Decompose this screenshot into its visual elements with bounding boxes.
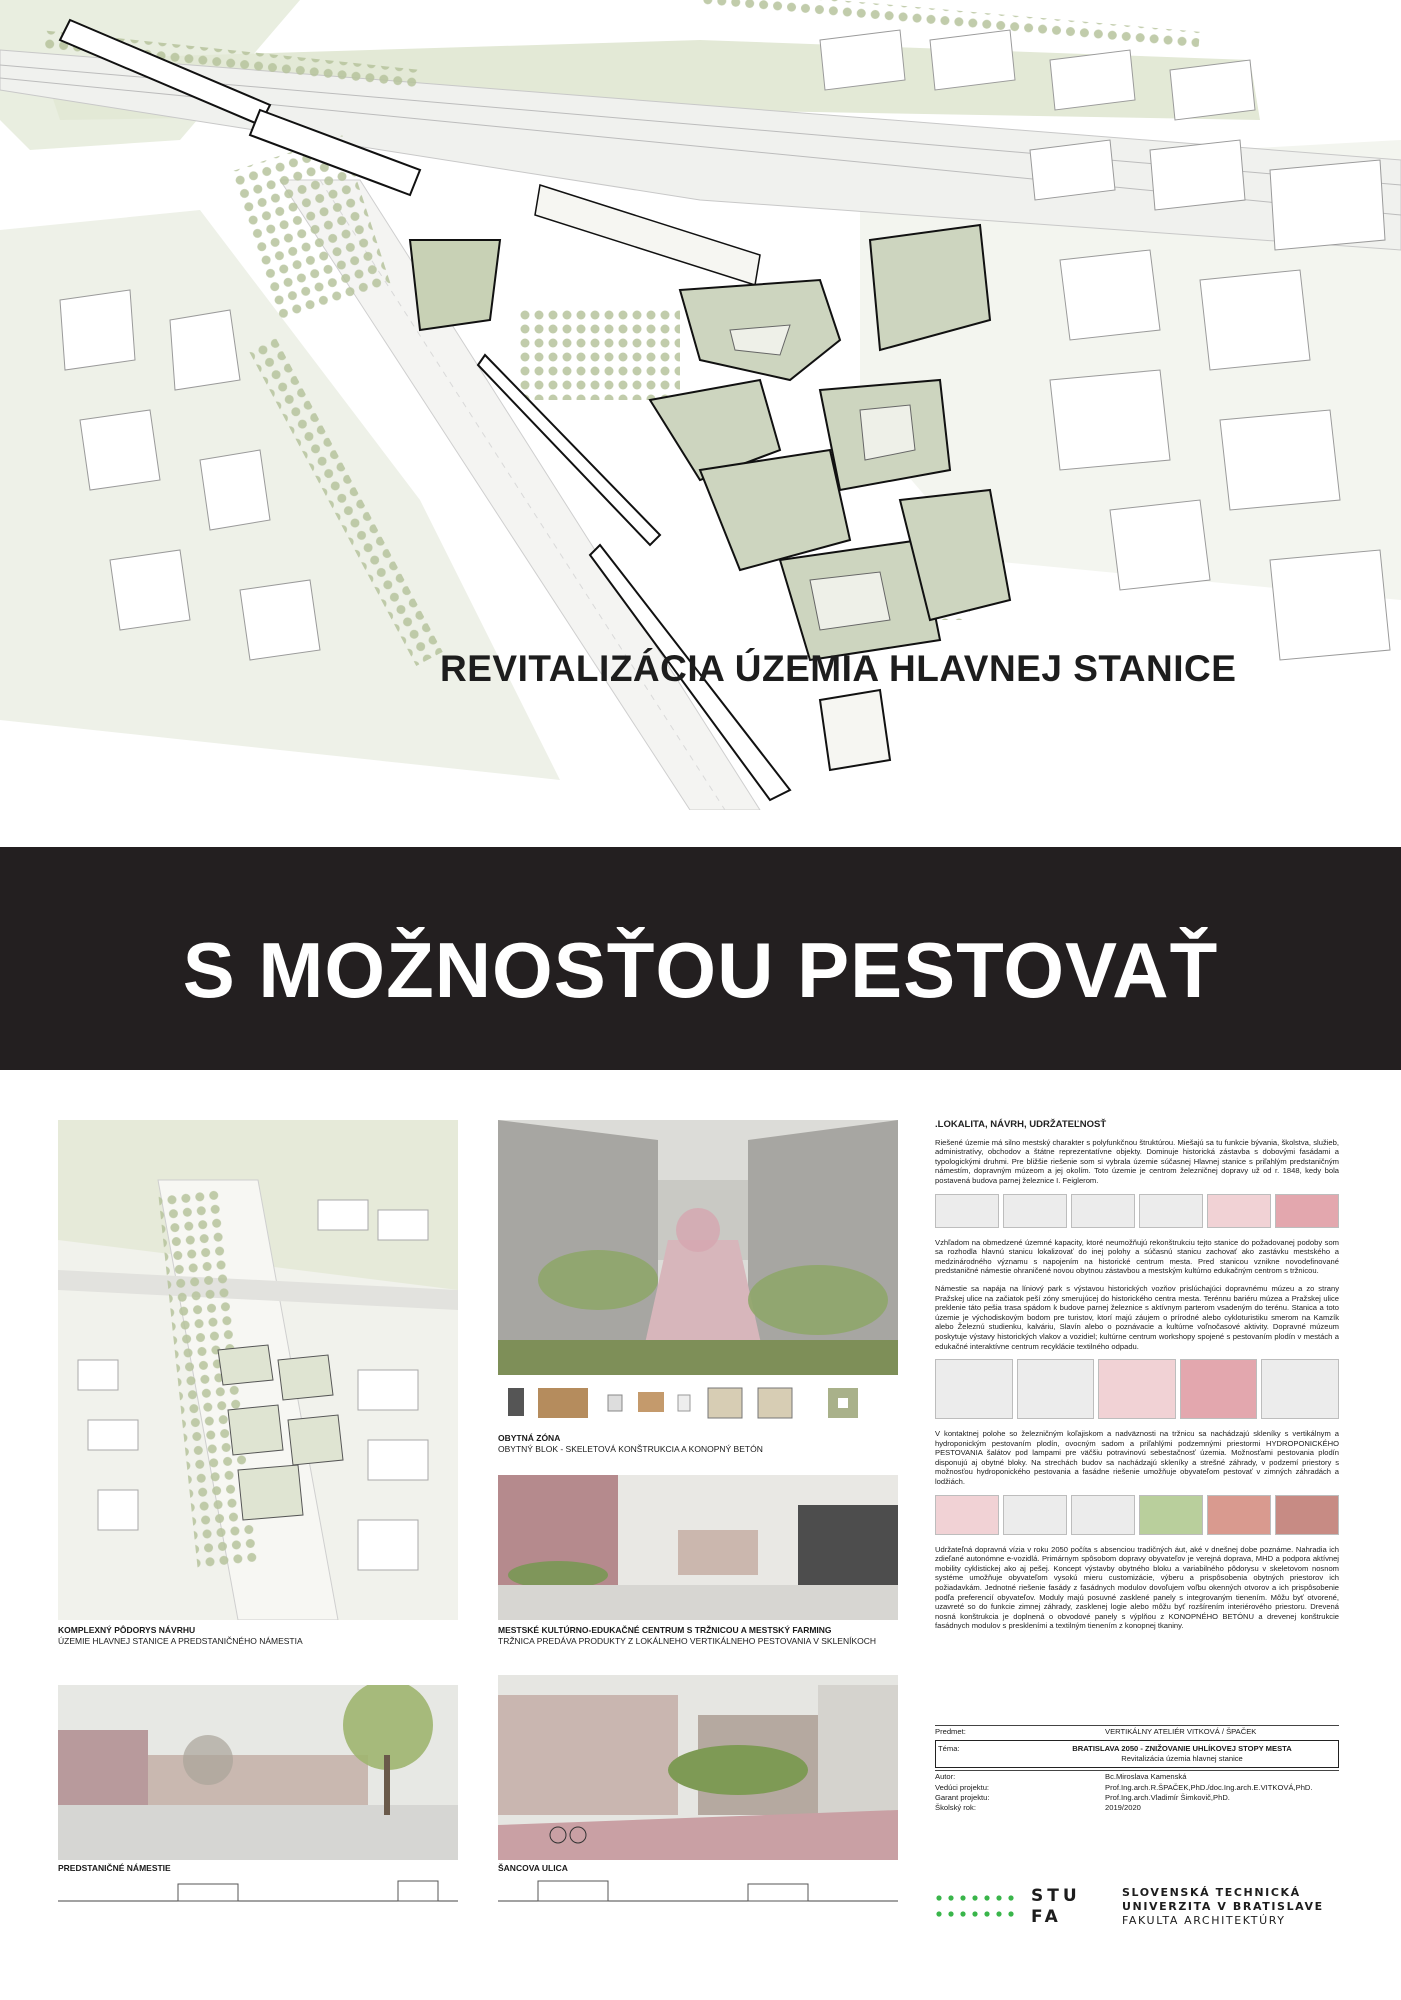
module-icons-drawing bbox=[498, 1380, 898, 1425]
zone-caption bbox=[498, 1433, 763, 1455]
sancova-street-render bbox=[498, 1675, 898, 1860]
market-center-image bbox=[498, 1475, 898, 1620]
info-subject-row bbox=[935, 1725, 1339, 1738]
diagram-thumb bbox=[935, 1359, 1013, 1419]
diagram-thumb bbox=[935, 1495, 999, 1535]
info-topic-sub: Revitalizácia územia hlavnej stanice bbox=[1121, 1754, 1243, 1763]
sancova-street-image bbox=[498, 1675, 898, 1860]
residential-zone-image bbox=[498, 1120, 898, 1375]
info-author-value: Bc.Miroslava Kamenská bbox=[1105, 1772, 1187, 1781]
paragraph-transport: Udržateľná dopravná vízia v roku 2050 počíta s absenciou tradičných áut, aké v dnešnej dobe poznáme. Nahradia ich zdieľané autonómne e-vozidlá. Primárnym spôsobom dopravy obyvateľov je verejná doprava, MHD a podpora aktívnej mobility cyklistickej ako aj pešej. Koncept výstavby obytného bloku a variabilného pôdorysu v skeletovom nosnom systéme umožňuje obyvateľom vysokú mieru customizácie, výberu a prispôsobenia obytných priestorov ich požiadavkám. Jednotné riešenie fasády z fasádnych modulov dovoľujem voľbu okenných otvorov a ich prispôsobenie podľa preferencií obyvateľov. Moduly majú posuvné zasklené panely s integrovaným tienením. Môžu byť otvorené, uzavreté so do funkcie zimnej záhrady, zasklenej logie alebo môžu byť rozšírením interiérového priestoru. Drevená nosná konštrukcia je doplnená o obvodové panely s výplňou z KONOPNÉHO BETÓNU a drevenej konštrukcie fasádnych modulov s preskleními a textilným tienením z konopnej tkaniny. bbox=[935, 1544, 1339, 1631]
logo-dots-icon bbox=[935, 1892, 1015, 1932]
residential-zone-render bbox=[498, 1120, 898, 1375]
info-topic-box bbox=[935, 1740, 1339, 1768]
site-plan-drawing bbox=[58, 1120, 458, 1620]
info-guarantor-value: Prof.Ing.arch.Vladimír Šimkovič,PhD. bbox=[1105, 1793, 1230, 1802]
paragraph-hydroponics: V kontaktnej polohe so železničným koľajiskom a nadväznosti na tržnicu sa nachádzajú skleníky s vertikálnym a hydroponickým pestovaním plodín, ovocným sadom a priľahlými podzemnými priestormi HYDROPONICKÉHO PESTOVANIA šalátov pod lampami pre väčšiu potravinovú sebestačnosť územia. Možnosťami pestovania plodín disponujú aj obytné bloky. Na strechách budov sa nachádzajú skleníky a strešné záhrady, v podzemí priestory s možnosťou hydroponického pestovania a fasádne riešenie umožňuje obyvateľom pestovať v zimných záhradách a lodžiách. bbox=[935, 1429, 1339, 1487]
diagram-thumb bbox=[1180, 1359, 1258, 1419]
info-topic-value: BRATISLAVA 2050 - ZNIŽOVANIE UHLÍKOVEJ STOPY MESTA bbox=[1072, 1744, 1292, 1753]
diagram-thumb bbox=[1139, 1495, 1203, 1535]
paragraph-park: Námestie sa napája na líniový park s výstavou historických vozňov prislúchajúci dopravnému múzeu a zo strany Pražskej ulice na začiatok peší zóny smerujúcej do historického centra mesta. Terénnu bariéru múzea a Pražskej ulice preklenie táto pešia trasa spádom k budove parnej železnice s aktívnym parterom vsadeným do terénu. Stanica a toto územie je východiskovým bodom pre turistov, ktorí majú záujem o prírodné alebo cykloturistiku smerom na Kamzík alebo Železnú studienku, kalváriu, Slavín alebo o poznávacie a kultúrne voľnočasové aktivity. Dopravné múzeum poskytuje výstavy historických vlakov a vozidiel; kultúrne centrum workshopy spojené s pestovaním plodín v mestách a edukačné interaktívne centrum recyklácie textilného odpadu. bbox=[935, 1283, 1339, 1351]
logo-university-text bbox=[1122, 1886, 1324, 1928]
diagram-thumb bbox=[935, 1194, 999, 1228]
plan-caption-sub: ÚZEMIE HLAVNEJ STANICE A PREDSTANIČNÉHO NÁMESTIA bbox=[58, 1636, 303, 1646]
diagram-strip-1 bbox=[935, 1194, 1339, 1228]
logo-uni-line1: SLOVENSKÁ TECHNICKÁ bbox=[1122, 1886, 1301, 1899]
station-square-image bbox=[58, 1685, 458, 1860]
main-title: S MOŽNOSŤOU PESTOVAŤ bbox=[182, 926, 1219, 1014]
info-year-row bbox=[935, 1803, 1339, 1813]
square-section-drawing bbox=[58, 1876, 458, 1911]
info-subject-label: Predmet: bbox=[935, 1727, 966, 1736]
diagram-thumb bbox=[1207, 1495, 1271, 1535]
square-caption-title: PREDSTANIČNÉ NÁMESTIE bbox=[58, 1863, 171, 1873]
info-leader-row bbox=[935, 1783, 1339, 1793]
logo-uni-line2: UNIVERZITA V BRATISLAVE bbox=[1122, 1900, 1324, 1913]
diagram-thumb bbox=[1275, 1194, 1339, 1228]
market-center-render bbox=[498, 1475, 898, 1620]
square-caption bbox=[58, 1863, 171, 1874]
market-caption bbox=[498, 1625, 876, 1647]
info-leader-label: Vedúci projektu: bbox=[935, 1783, 990, 1792]
project-info-table bbox=[935, 1725, 1339, 1813]
plan-caption bbox=[58, 1625, 303, 1647]
diagram-thumb bbox=[1098, 1359, 1176, 1419]
hero-axonometric bbox=[0, 0, 1401, 810]
square-section-strip bbox=[58, 1876, 458, 1911]
description-heading: .LOKALITA, NÁVRH, UDRŽATEĽNOSŤ bbox=[935, 1119, 1107, 1130]
description-column bbox=[935, 1120, 1339, 1639]
diagram-thumb bbox=[1071, 1495, 1135, 1535]
zone-caption-title: OBYTNÁ ZÓNA bbox=[498, 1433, 561, 1443]
diagram-thumb bbox=[1275, 1495, 1339, 1535]
site-plan-image bbox=[58, 1120, 458, 1620]
street-caption bbox=[498, 1863, 568, 1874]
zone-caption-sub: OBYTNÝ BLOK - SKELETOVÁ KONŠTRUKCIA A KONOPNÝ BETÓN bbox=[498, 1444, 763, 1454]
paragraph-proposal: Vzhľadom na obmedzené územné kapacity, ktoré neumožňujú rekonštrukciu tejto stanice do požadovanej podoby som sa rozhodla hlavnú stanicu lokalizovať do inej polohy a súčasnú stanicu zachovať ako zastávku mestského a medzinárodného významu s napojením na historické centrum mesta. Pred stanicou vznikne novodefinované predstaničné námestie ohraničené novou obytnou zástavbou a mestským kultúrno edukačným centrom s tržnicou. bbox=[935, 1237, 1339, 1276]
diagram-thumb bbox=[1261, 1359, 1339, 1419]
diagram-thumb bbox=[1071, 1194, 1135, 1228]
market-caption-title: MESTSKÉ KULTÚRNO-EDUKAČNÉ CENTRUM S TRŽNICOU A MESTSKÝ FARMING bbox=[498, 1625, 832, 1635]
street-section-drawing bbox=[498, 1876, 898, 1911]
info-author-label: Autor: bbox=[935, 1772, 956, 1781]
info-guarantor-label: Garant projektu: bbox=[935, 1793, 990, 1802]
diagram-strip-3 bbox=[935, 1495, 1339, 1535]
diagram-strip-2 bbox=[935, 1359, 1339, 1419]
hero-title: REVITALIZÁCIA ÚZEMIA HLAVNEJ STANICE bbox=[440, 648, 1237, 689]
paragraph-locality: Riešené územie má silno mestský charakter s polyfunkčnou štruktúrou. Miešajú sa tu funkcie bývania, školstva, služieb, administratívy, obchodov a štátne reprezentatívne objekty. Dominuje historická zástavba s dobovými fasádami a typologickými druhmi. Pre bližšie riešenie som si vybrala územie súčasnej Hlavnej stanice s priľahlým predstaničným námestím, dopravným múzeom a jej okolím. Toto územie je centrom železničnej dopravy už od r. 1848, kedy bola postavená budova parnej železnice I. Feiglerom. bbox=[935, 1137, 1339, 1185]
station-square-render bbox=[58, 1685, 458, 1860]
info-subject-value: VERTIKÁLNY ATELIÉR VITKOVÁ / ŠPAČEK bbox=[1105, 1727, 1257, 1736]
logo-uni-line3: FAKULTA ARCHITEKTÚRY bbox=[1122, 1914, 1286, 1927]
diagram-thumb bbox=[1003, 1194, 1067, 1228]
stu-fa-logo bbox=[935, 1880, 1339, 1950]
plan-caption-title: KOMPLEXNÝ PÔDORYS NÁVRHU bbox=[58, 1625, 196, 1635]
street-caption-title: ŠANCOVA ULICA bbox=[498, 1863, 568, 1873]
diagram-thumb bbox=[1207, 1194, 1271, 1228]
market-caption-sub: TRŽNICA PREDÁVA PRODUKTY Z LOKÁLNEHO VERTIKÁLNEHO PESTOVANIA V SKLENÍKOCH bbox=[498, 1636, 877, 1646]
module-icons-strip bbox=[498, 1380, 898, 1425]
info-leader-value: Prof.Ing.arch.R.ŠPAČEK,PhD./doc.Ing.arch.E.VITKOVÁ,PhD. bbox=[1105, 1783, 1313, 1792]
info-guarantor-row bbox=[935, 1793, 1339, 1803]
logo-stu-line2: FA bbox=[1031, 1907, 1062, 1927]
diagram-thumb bbox=[1139, 1194, 1203, 1228]
diagram-thumb bbox=[1003, 1495, 1067, 1535]
logo-stu-text bbox=[1031, 1886, 1081, 1928]
info-year-value: 2019/2020 bbox=[1105, 1803, 1141, 1812]
info-topic-label: Téma: bbox=[938, 1744, 960, 1753]
logo-stu-line1: STU bbox=[1031, 1886, 1081, 1906]
diagram-thumb bbox=[1017, 1359, 1095, 1419]
street-section-strip bbox=[498, 1876, 898, 1911]
info-year-label: Školský rok: bbox=[935, 1803, 976, 1812]
info-topic-value-wrap bbox=[1026, 1744, 1338, 1764]
title-band bbox=[0, 847, 1401, 1070]
info-author-row bbox=[935, 1770, 1339, 1783]
